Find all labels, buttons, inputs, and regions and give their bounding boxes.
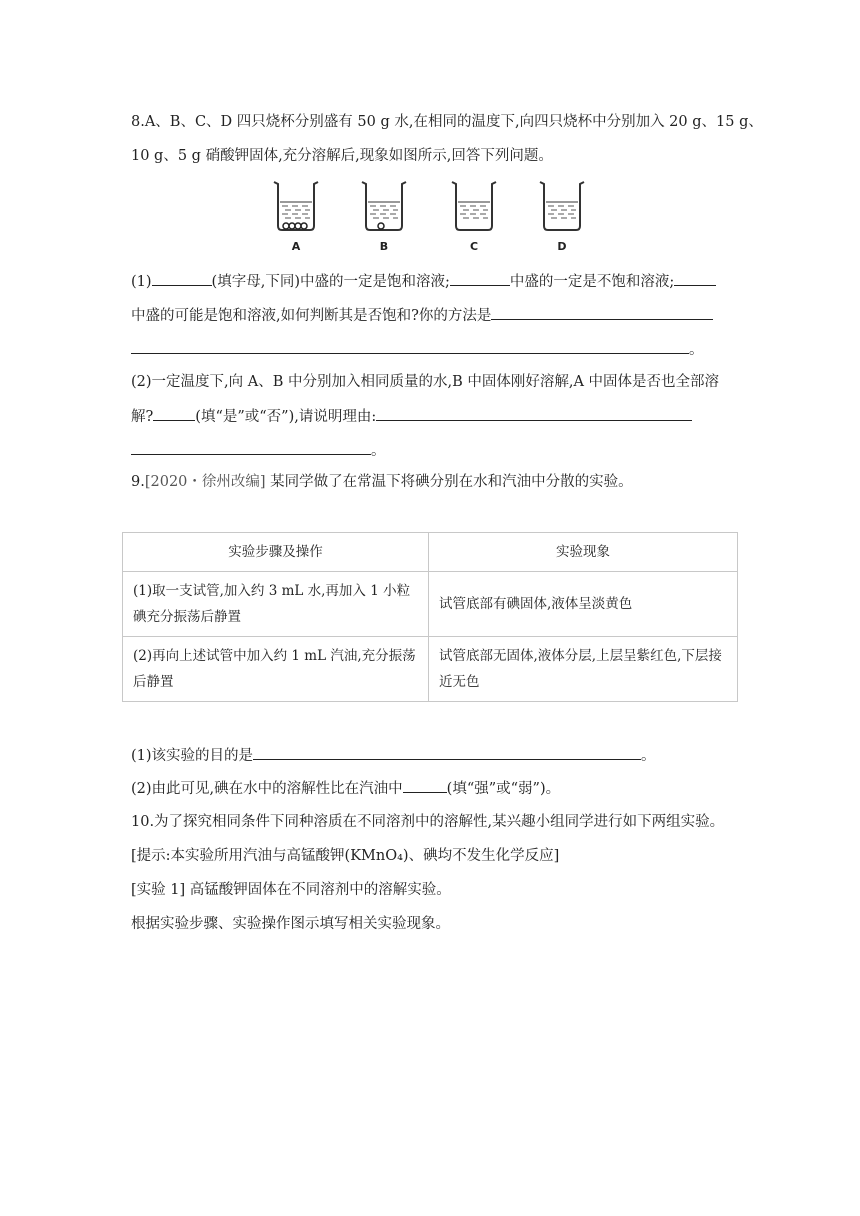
table-row [123,637,738,702]
q8-stem-line1: 8.A、B、C、D 四只烧杯分别盛有 50 g 水,在相同的温度下,向四只烧杯中分别加入 20 g、15 g、 [131,114,763,130]
q8-part2-end: 。 [371,443,386,459]
answer-blank-unsaturated[interactable] [450,271,510,286]
answer-blank-yes-no[interactable] [153,406,195,421]
table-cell: (2)再向上述试管中加入约 1 mL 汽油,充分振荡后静置 [123,637,429,702]
q8-part1-line3 [131,339,704,360]
q8-part2-line1: (2)一定温度下,向 A、B 中分别加入相同质量的水,B 中固体刚好溶解,A 中固体是否也全部溶 [131,374,720,390]
q9-source: [2020・徐州改编] [144,474,266,490]
answer-blank-method[interactable] [491,305,713,320]
table-header-cell: 实验步骤及操作 [123,533,429,572]
answer-blank-reason[interactable] [376,406,692,421]
beaker-a [270,178,322,258]
q9-stem [131,472,633,492]
beaker-d [536,178,588,258]
q10-instruction: 根据实验步骤、实验操作图示填写相关实验现象。 [131,916,450,932]
q9-sub1-text: (1)该实验的目的是 [131,748,254,764]
q9-text: 某同学做了在常温下将碘分别在水和汽油中分散的实验。 [265,474,633,490]
q8-part2-text-b: (填“是”或“否”),请说明理由: [195,409,377,425]
q10-hint: [提示:本实验所用汽油与高锰酸钾(KMnO₄)、碘均不发生化学反应] [131,848,560,864]
beaker-b [358,178,410,258]
q8-part1-text-a: (填字母,下同)中盛的一定是饱和溶液; [211,274,450,290]
beaker-label-c: C [469,240,479,253]
q10-stem: 10.为了探究相同条件下同种溶质在不同溶剂中的溶解性,某兴趣小组同学进行如下两组实验。 [131,814,725,830]
beaker-label-a: A [291,240,301,253]
q8-part2-line2 [131,406,692,427]
q9-sub2 [131,778,560,799]
q8-part1-line2 [131,305,713,326]
beaker-figure [268,178,588,258]
q9-sub1 [131,745,656,766]
q10-experiment1-title: [实验 1] 高锰酸钾固体在不同溶剂中的溶解实验。 [131,882,451,898]
q9-sub2-text-a: (2)由此可见,碘在水中的溶解性比在汽油中 [131,781,403,797]
q9-sub2-text-b: (填“强”或“弱”)。 [446,781,561,797]
q8-stem-line2: 10 g、5 g 硝酸钾固体,充分溶解后,现象如图所示,回答下列问题。 [131,148,553,164]
answer-blank-purpose[interactable] [253,745,641,760]
experiment-table [122,532,738,702]
q8-part1-text-c: 中盛的可能是饱和溶液,如何判断其是否饱和?你的方法是 [131,308,492,324]
table-header-row [123,533,738,572]
q8-part2-text-a: 解? [131,409,154,425]
table-header-cell: 实验现象 [429,533,738,572]
q8-part2-line3 [131,440,386,461]
table-row [123,572,738,637]
answer-blank-possible[interactable] [674,271,716,286]
beaker-c [448,178,500,258]
q8-part1-end: 。 [689,342,704,358]
q9-number: 9. [131,474,145,490]
table-cell: 试管底部无固体,液体分层,上层呈紫红色,下层接近无色 [429,637,738,702]
beaker-label-b: B [379,240,389,253]
answer-blank-strong-weak[interactable] [403,778,447,793]
q8-part1-line1 [131,271,716,292]
q8-part1-number: (1) [131,274,152,290]
table-cell: (1)取一支试管,加入约 3 mL 水,再加入 1 小粒碘充分振荡后静置 [123,572,429,637]
answer-blank-method-cont[interactable] [131,339,689,354]
answer-blank-saturated[interactable] [152,271,212,286]
table-cell: 试管底部有碘固体,液体呈淡黄色 [429,572,738,637]
beaker-label-d: D [557,240,567,253]
answer-blank-reason-cont[interactable] [131,440,371,455]
q8-part1-text-b: 中盛的一定是不饱和溶液; [509,274,675,290]
q9-sub1-end: 。 [641,748,656,764]
